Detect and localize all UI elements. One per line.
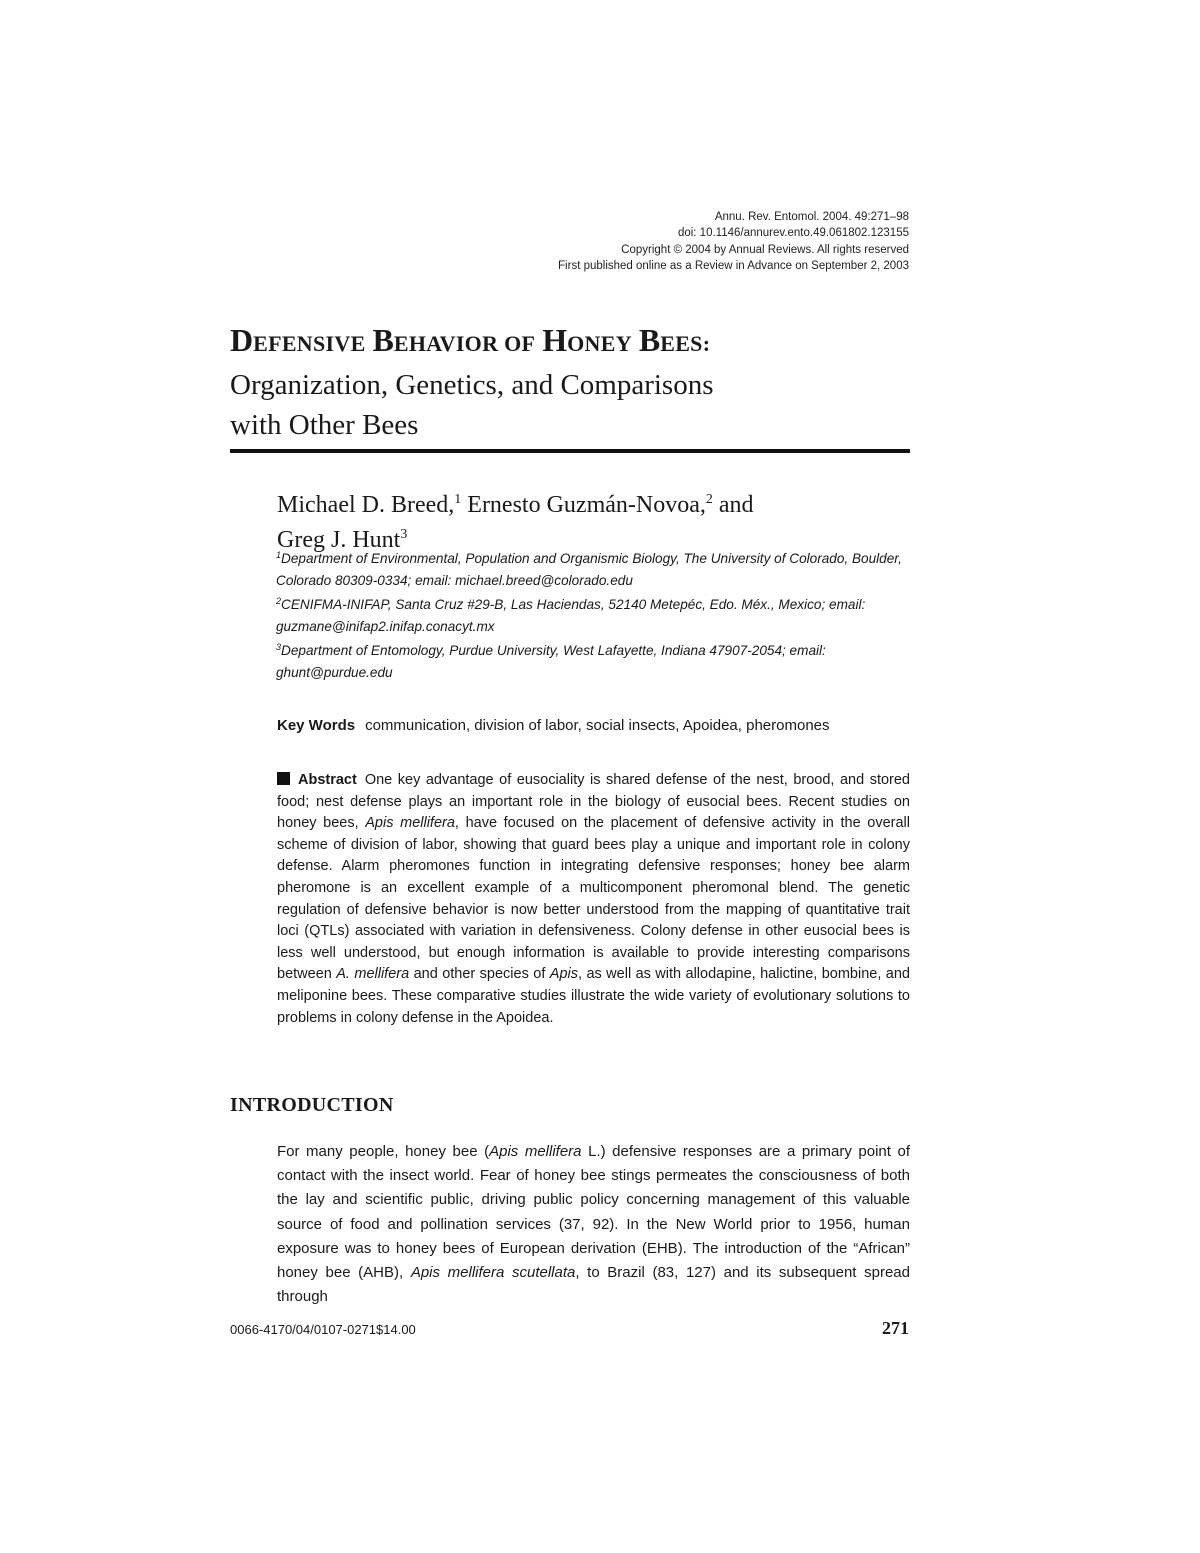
keywords-text: communication, division of labor, social insects, Apoidea, pheromones: [365, 717, 830, 734]
affiliations: [276, 545, 916, 684]
author-name: Michael D. Breed,: [277, 492, 455, 518]
author-list: Michael D. Breed,$^1$ Ernesto Guzmán-Novoa,$^2$ and Greg J. Hunt$^3$: [277, 492, 754, 553]
affiliation: $^2$CENIFMA-INIFAP, Santa Cruz #29-B, Las Haciendas, 52140 Metepéc, Edo. Méx., Mexico; email: guzmane@inifap2.inifap.conacyt.mx: [276, 596, 866, 634]
abstract-label: Abstract: [298, 772, 357, 788]
abstract: Abstract One key advantage of eusociality is shared defense of the nest, brood, and stored food; nest defense plays an important role in the biology of eusocial bees. Recent studies on honey bees, Apis mellifera, have focused on the placement of defensive activity in the overall scheme of division of labor, showing that guard bees play a unique and important role in colony defense. Alarm pheromones function in integrating defensive responses; honey bee alarm pheromone is an excellent example of a multicomponent pheromonal blend. The genetic regulation of defensive behavior is now better understood from the mapping of quantitative trait loci (QTLs) associated with variation in defensiveness. Colony defense in other eusocial bees is less well understood, but enough information is available to provide interesting comparisons between A. mellifera and other species of Apis, as well as with allodapine, halictine, bombine, and meliponine bees. These comparative studies illustrate the wide variety of evolutionary solutions to problems in colony defense in the Apoidea.: [277, 772, 910, 1026]
article-meta: [409, 209, 909, 274]
footer-code: 0066-4170/04/0107-0271$14.00: [230, 1322, 416, 1337]
keywords-label: Key Words: [277, 717, 356, 734]
author-name: Greg J. Hunt: [277, 527, 401, 553]
affiliation: $^1$Department of Environmental, Population and Organismic Biology, The University of Colorado, Boulder, Colorado 80309-0334; email: michael.breed@colorado.edu: [276, 550, 902, 588]
article-title: [230, 322, 910, 445]
introduction-paragraph: For many people, honey bee (Apis mellifera L.) defensive responses are a primary point of contact with the insect world. Fear of honey bee stings permeates the consciousness of both the lay and scientific public, driving public policy concerning management of this valuable source of food and pollination services (37, 92). In the New World prior to 1956, human exposure was to honey bees of European derivation (EHB). The introduction of the “African” honey bee (AHB), Apis mellifera scutellata, to Brazil (83, 127) and its subsequent spread through: [277, 1143, 911, 1306]
title-divider: [230, 449, 910, 453]
page-number: 271: [882, 1318, 909, 1338]
square-bullet-icon: [277, 772, 290, 785]
copyright-notice: Copyright © 2004 by Annual Reviews. All rights reserved: [621, 243, 909, 256]
author-name: Ernesto Guzmán-Novoa,: [467, 492, 706, 518]
published-date: First published online as a Review in Advance on September 2, 2003: [558, 259, 909, 272]
journal-citation: Annu. Rev. Entomol. 2004. 49:271–98: [714, 211, 909, 223]
title-subtitle: Organization, Genetics, and Comparisons with Other Bees: [230, 369, 714, 441]
title-main: DEFENSIVE BEHAVIOR OF HONEY BEES:: [230, 322, 711, 358]
affiliation: $^3$Department of Entomology, Purdue University, West Lafayette, Indiana 47907-2054; email: ghunt@purdue.edu: [276, 642, 826, 680]
doi-link[interactable]: doi: 10.1146/annurev.ento.49.061802.123155: [677, 227, 909, 240]
keywords: [277, 715, 910, 737]
section-heading-introduction: INTRODUCTION: [230, 1094, 394, 1116]
